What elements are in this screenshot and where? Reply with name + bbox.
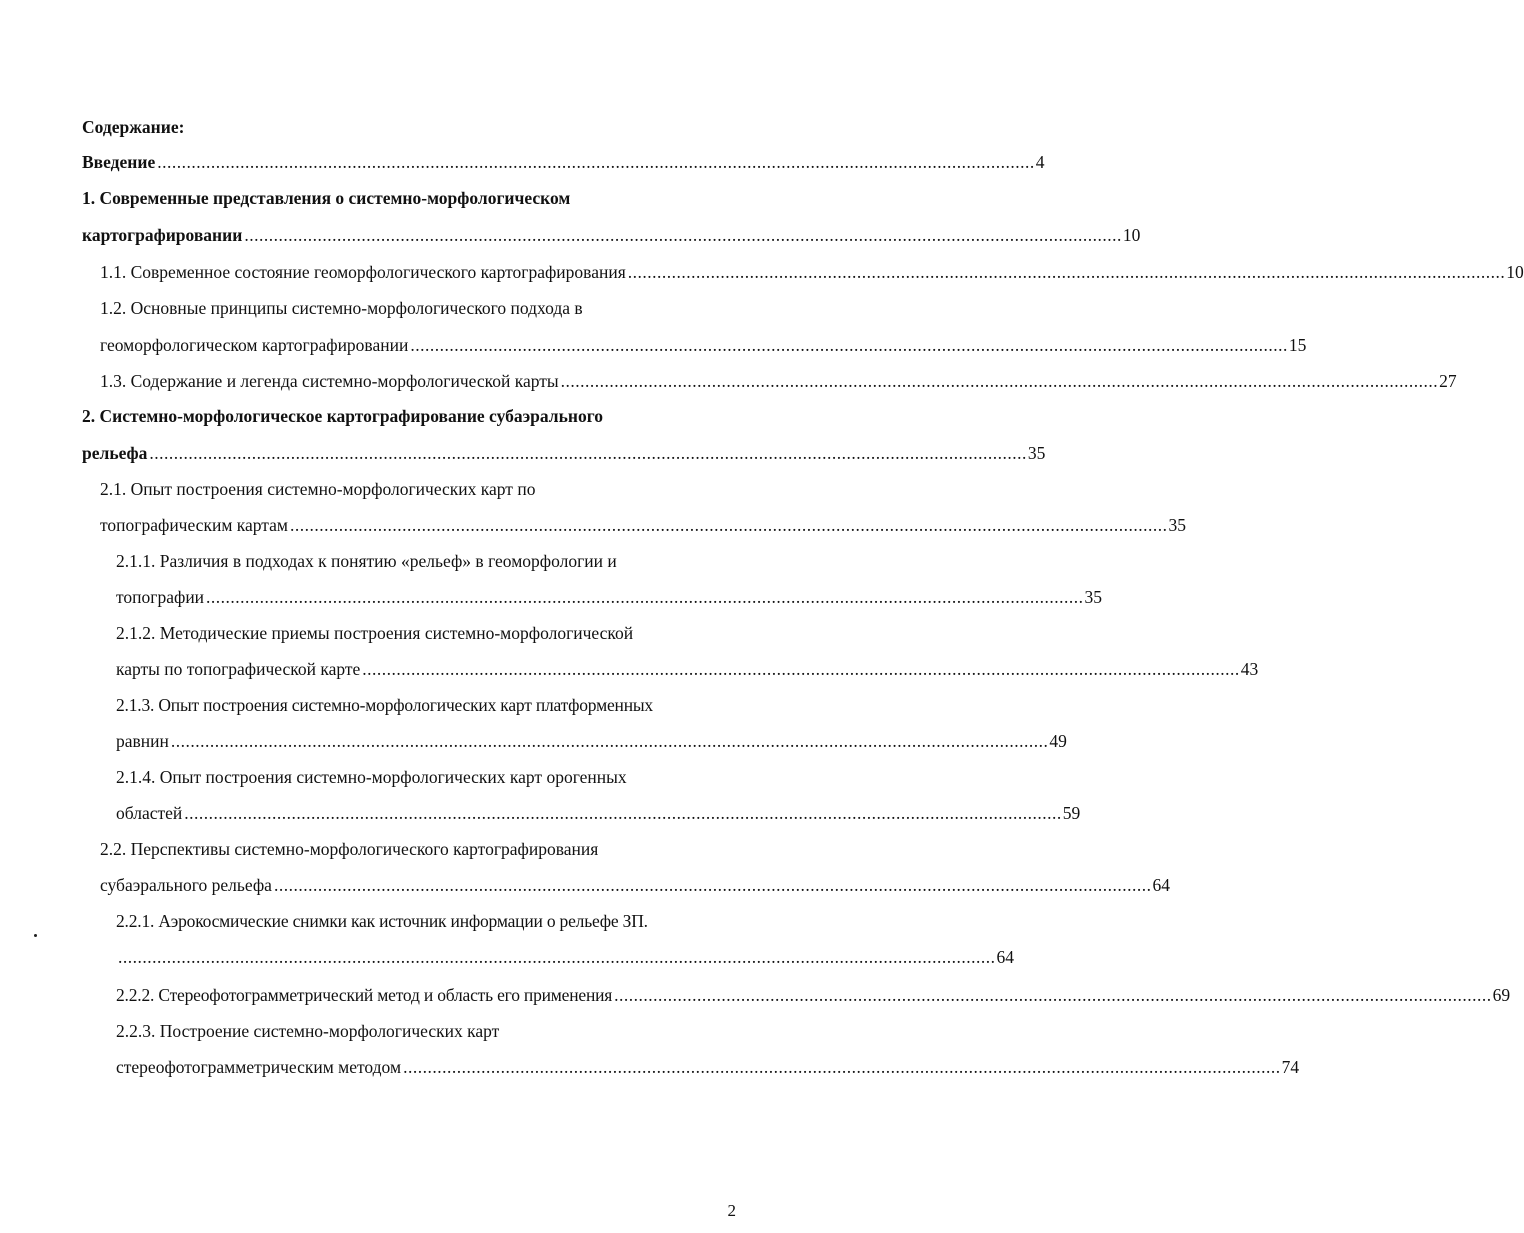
dot-leader: ....................................................................................................................................................................................	[290, 515, 1168, 535]
toc-entry-chapter-2[interactable]	[82, 405, 738, 427]
toc-entry-text: 1.1. Современное состояние геоморфологического картографирования	[100, 262, 626, 282]
toc-entry-2-1-3[interactable]	[116, 694, 738, 716]
toc-entry-text: 2.2.2. Стереофотограмметрический метод и область его применения	[116, 985, 613, 1005]
toc-entry-page: 35	[1084, 587, 1103, 607]
toc-entry-page: 4	[1035, 152, 1045, 172]
dot-leader: ....................................................................................................................................................................................	[244, 225, 1122, 245]
toc-entry-page: 10	[1506, 262, 1524, 282]
toc-entry-page: 10	[1122, 225, 1141, 245]
toc-entry-2-1-cont[interactable]	[100, 514, 1186, 536]
toc-entry-page: 49	[1049, 731, 1067, 751]
dot-leader: ....................................................................................................................................................................................	[403, 1057, 1281, 1077]
toc-entry-page: 35	[1168, 515, 1186, 535]
dot-leader: ....................................................................................................................................................................................	[157, 152, 1035, 172]
dot-leader: ....................................................................................................................................................................................	[560, 371, 1439, 391]
scan-speck	[34, 934, 37, 937]
dot-leader: ....................................................................................................................................................................................	[410, 335, 1288, 355]
toc-entry-page: 64	[996, 947, 1014, 967]
toc-entry-page: 64	[1152, 875, 1170, 895]
dot-leader: ....................................................................................................................................................................................	[170, 731, 1049, 751]
toc-entry-text: равнин	[116, 731, 169, 751]
dot-leader: ....................................................................................................................................................................................	[273, 875, 1152, 895]
toc-entry-introduction[interactable]	[82, 151, 1045, 173]
toc-heading: Содержание:	[82, 117, 185, 137]
toc-entry-text: 1.3. Содержание и легенда системно-морфологической карты	[100, 371, 559, 391]
toc-entry-text: топографическим картам	[100, 515, 288, 535]
toc-entry-text: 2.2.1. Аэрокосмические снимки как источник информации о рельефе ЗП.	[116, 911, 648, 931]
dot-leader: ....................................................................................................................................................................................	[362, 659, 1240, 679]
toc-entry-page: 69	[1492, 985, 1511, 1005]
toc-entry-2-2-3-cont[interactable]	[116, 1056, 1300, 1078]
toc-entry-text: 2.1.2. Методические приемы построения системно-морфологической	[116, 623, 634, 643]
toc-entry-2-1-2-cont[interactable]	[116, 658, 1259, 680]
toc-entry-text: рельефа	[82, 443, 148, 463]
toc-entry-text: топографии	[116, 587, 205, 607]
toc-entry-text: 1. Современные представления о системно-морфологическом	[82, 188, 571, 208]
toc-entry-page: 59	[1062, 803, 1081, 823]
dot-leader: ....................................................................................................................................................................................	[118, 947, 996, 967]
dot-leader: ....................................................................................................................................................................................	[184, 803, 1062, 823]
toc-entry-text: 2.2. Перспективы системно-морфологического картографирования	[100, 839, 599, 859]
toc-entry-text: 1.2. Основные принципы системно-морфологического подхода в	[100, 298, 583, 318]
toc-entry-text: геоморфологическом картографировании	[100, 335, 409, 355]
toc-entry-2-1-3-cont[interactable]	[116, 730, 1067, 752]
toc-entry-text: субаэрального рельефа	[100, 875, 272, 895]
toc-entry-2-2-cont[interactable]	[100, 874, 1170, 896]
toc-entry-2-1-1[interactable]	[116, 550, 738, 572]
toc-entry-text: 2.2.3. Построение системно-морфологических карт	[116, 1021, 500, 1041]
toc-entry-page: 15	[1288, 335, 1307, 355]
toc-entry-page: 43	[1240, 659, 1259, 679]
toc-entry-text: карты по топографической карте	[116, 659, 361, 679]
toc-entry-2-1-4[interactable]	[116, 766, 738, 788]
toc-entry-2-2-2[interactable]	[116, 984, 1511, 1006]
toc-entry-2-2[interactable]	[100, 838, 738, 860]
toc-entry-page: 27	[1439, 371, 1457, 391]
toc-entry-chapter-2-cont[interactable]	[82, 442, 1046, 464]
toc-entry-2-1-1-cont[interactable]	[116, 586, 1103, 608]
toc-entry-text: 2.1.4. Опыт построения системно-морфологических карт орогенных	[116, 767, 627, 787]
toc-entry-text: 2. Системно-морфологическое картографирование субаэрального	[82, 406, 603, 426]
toc-entry-2-2-1[interactable]	[116, 910, 738, 932]
toc-entry-1-3[interactable]	[100, 370, 1457, 392]
toc-entry-text: 2.1.1. Различия в подходах к понятию «рельеф» в геоморфологии и	[116, 551, 617, 571]
toc-entry-text: областей	[116, 803, 183, 823]
toc-entry-text: картографировании	[82, 225, 243, 245]
toc-entry-text: 2.1. Опыт построения системно-морфологических карт по	[100, 479, 536, 499]
toc-entry-chapter-1[interactable]	[82, 187, 738, 209]
toc-entry-text: Введение	[82, 152, 156, 172]
toc-entry-1-2[interactable]	[100, 297, 738, 319]
toc-entry-page: 74	[1281, 1057, 1300, 1077]
toc-entry-2-1[interactable]	[100, 478, 738, 500]
toc-entry-1-2-cont[interactable]	[100, 334, 1307, 356]
dot-leader: ....................................................................................................................................................................................	[627, 262, 1506, 282]
toc-entry-text: 2.1.3. Опыт построения системно-морфологических карт платформенных	[116, 695, 653, 715]
toc-entry-page: 35	[1027, 443, 1046, 463]
toc-entry-2-2-3[interactable]	[116, 1020, 738, 1042]
toc-entry-text: стереофотограмметрическим методом	[116, 1057, 402, 1077]
toc-entry-chapter-1-cont[interactable]	[82, 224, 1141, 246]
toc-entry-2-2-1-cont[interactable]	[116, 946, 1014, 968]
toc-entry-1-1[interactable]	[100, 261, 1524, 283]
dot-leader: ....................................................................................................................................................................................	[614, 985, 1492, 1005]
toc-entry-2-1-2[interactable]	[116, 622, 738, 644]
page-number: 2	[727, 1201, 736, 1220]
dot-leader: ....................................................................................................................................................................................	[149, 443, 1027, 463]
toc-entry-2-1-4-cont[interactable]	[116, 802, 1081, 824]
dot-leader: ....................................................................................................................................................................................	[206, 587, 1084, 607]
